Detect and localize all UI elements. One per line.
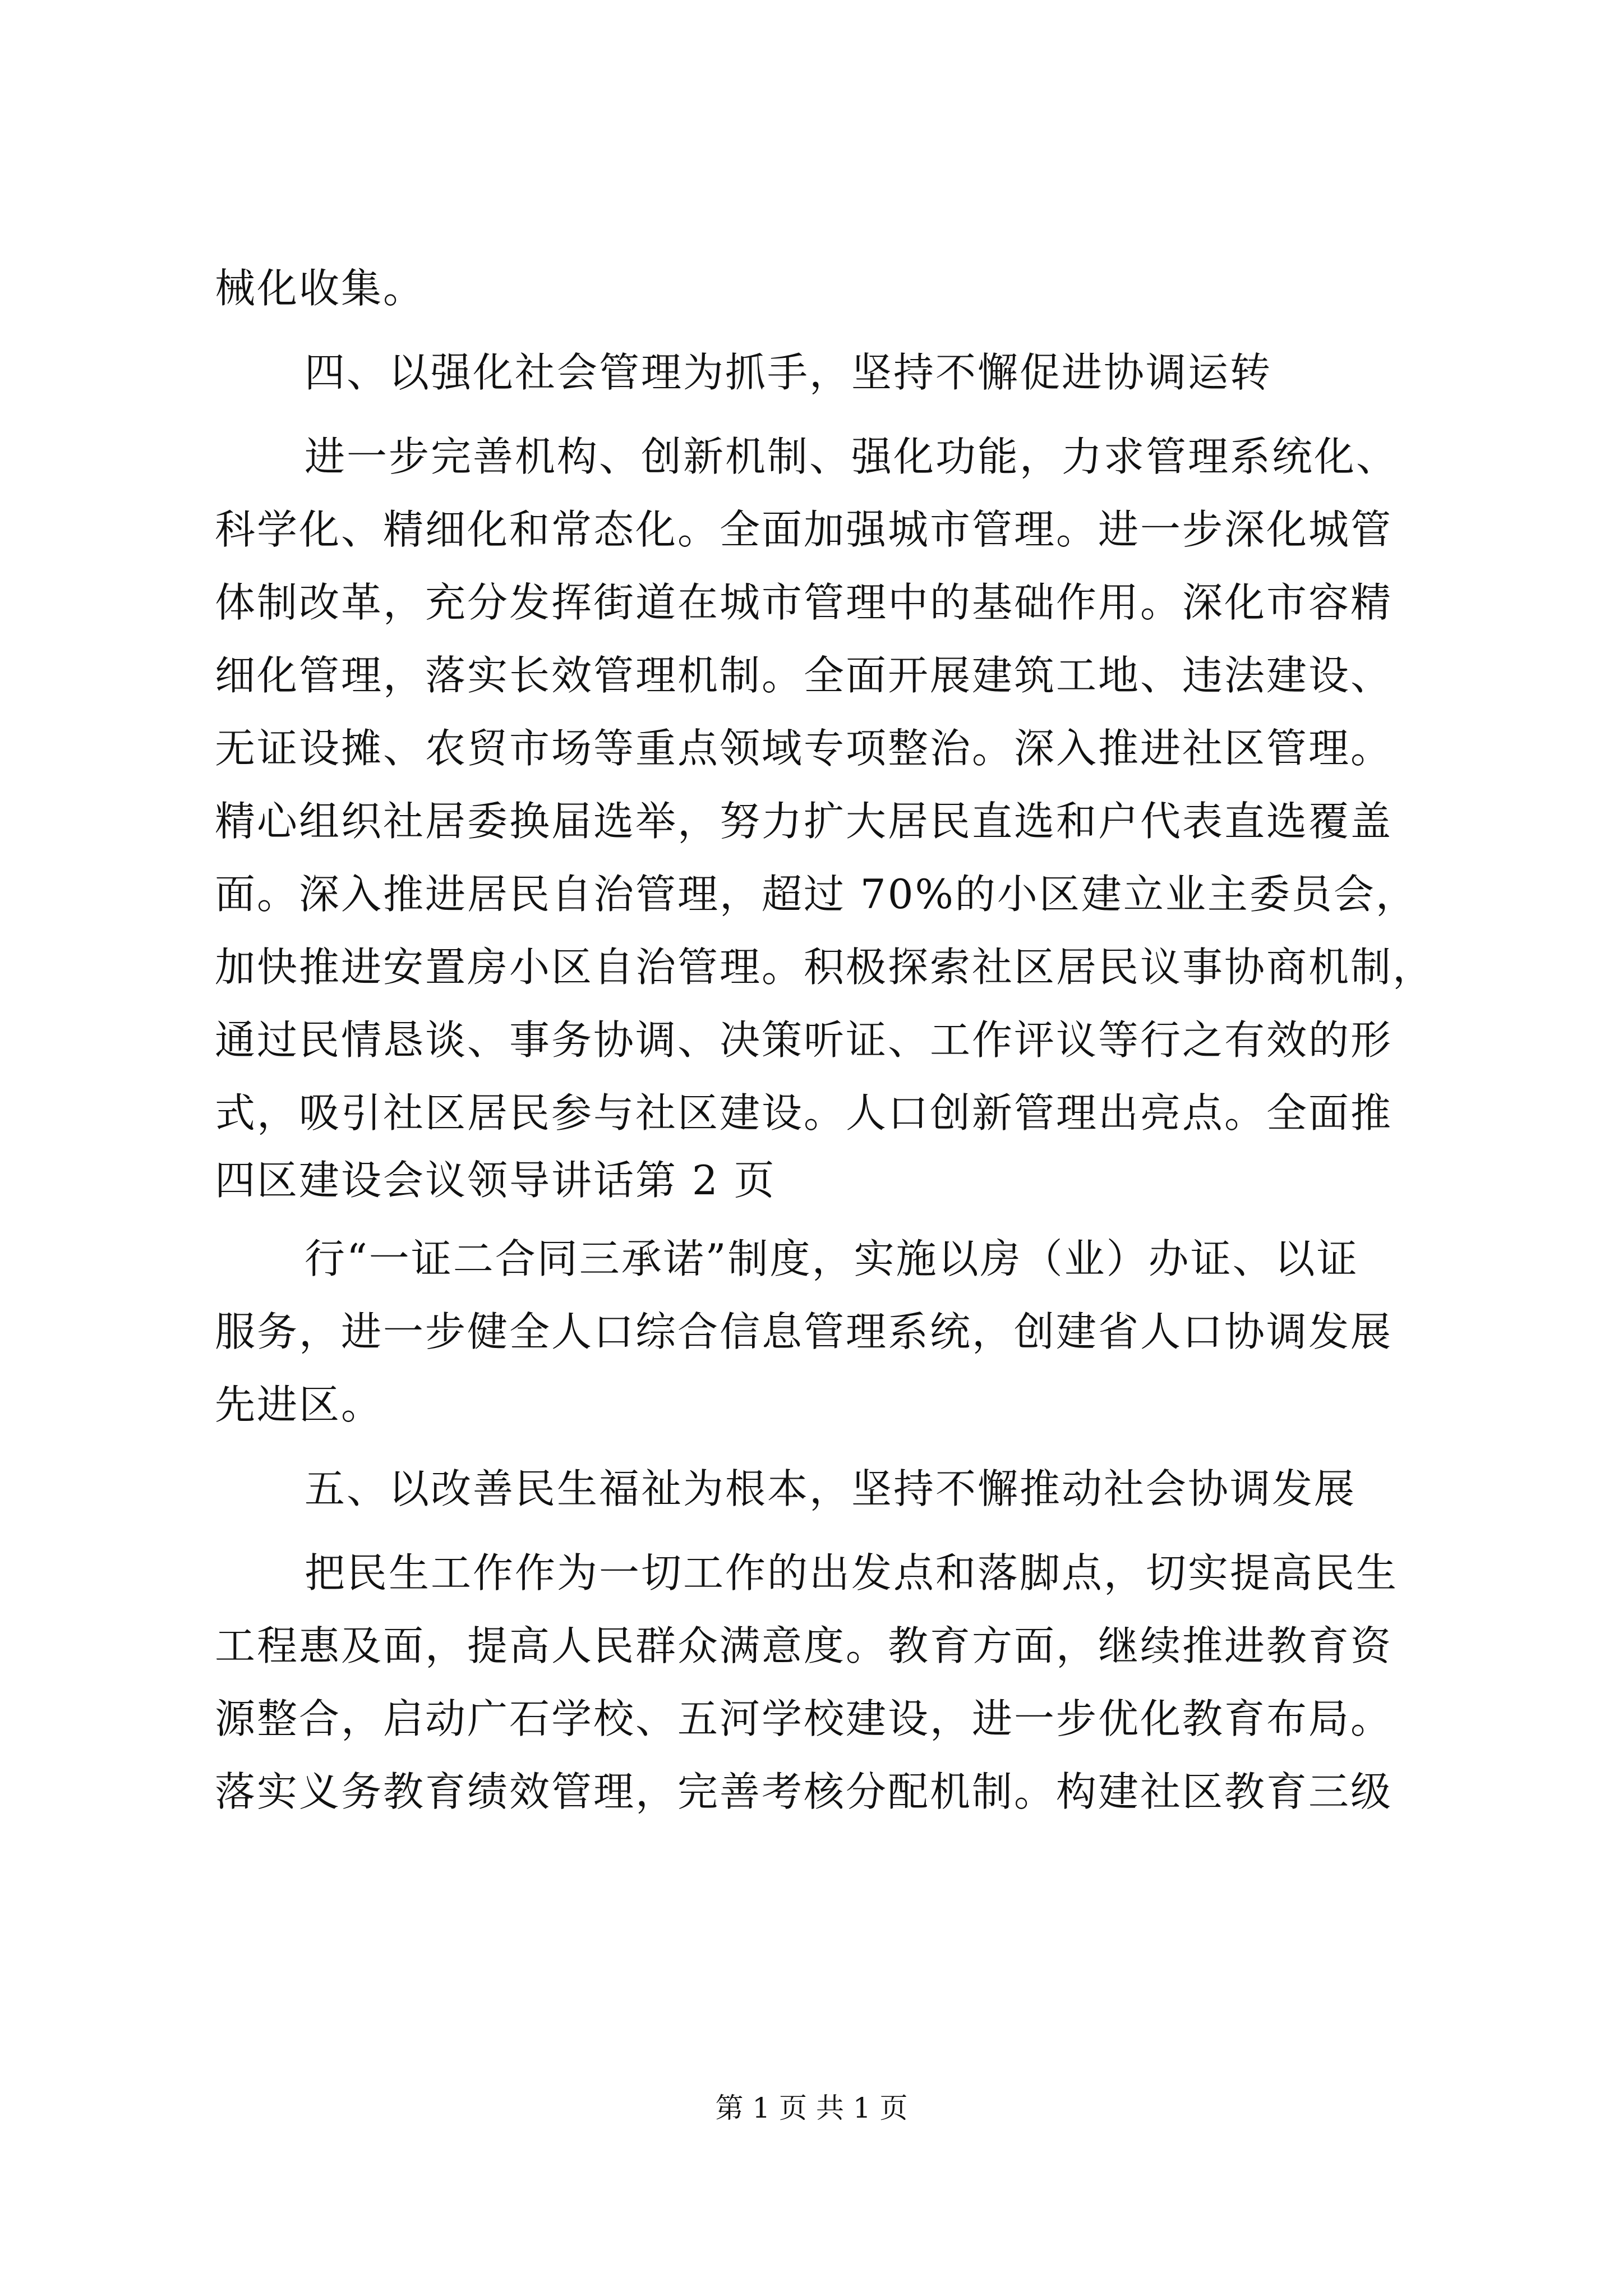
page-footer: 第 1 页 共 1 页 [715,2092,908,2124]
text-line-19: 工程惠及面，提高人民群众满意度。教育方面，继续推进教育资 [215,1622,1393,1669]
text-line-6: 细化管理，落实长效管理机制。全面开展建筑工地、违法建设、 [215,652,1393,699]
text-line-16: 先进区。 [215,1381,384,1428]
text-line-12: 式，吸引社区居民参与社区建设。人口创新管理出亮点。全面推 [215,1089,1393,1137]
text-line-15: 服务，进一步健全人口综合信息管理系统，创建省人口协调发展 [215,1308,1393,1355]
text-line-14: 行“一证二合同三承诺”制度，实施以房（业）办证、以证 [305,1235,1359,1282]
section-heading-4: 四、以强化社会管理为抓手，坚持不懈促进协调运转 [305,349,1272,396]
text-line-21: 落实义务教育绩效管理，完善考核分配机制。构建社区教育三级 [215,1768,1393,1815]
text-line-3: 进一步完善机构、创新机制、强化功能，力求管理系统化、 [305,433,1399,480]
text-line-20: 源整合，启动广石学校、五河学校建设，进一步优化教育布局。 [215,1695,1393,1742]
text-line-8: 精心组织社居委换届选举，努力扩大居民直选和户代表直选覆盖 [215,798,1393,845]
text-line-5: 体制改革，充分发挥街道在城市管理中的基础作用。深化市容精 [215,579,1393,626]
text-line-4: 科学化、精细化和常态化。全面加强城市管理。进一步深化城管 [215,506,1393,553]
page-break-label: 四区建设会议领导讲话第 2 页 [215,1157,776,1204]
text-line-11: 通过民情恳谈、事务协调、决策听证、工作评议等行之有效的形 [215,1016,1393,1064]
text-line-10: 加快推进安置房小区自治管理。积极探索社区居民议事协商机制， [215,944,1435,991]
section-heading-5: 五、以改善民生福祉为根本，坚持不懈推动社会协调发展 [305,1465,1357,1512]
text-line-1: 械化收集。 [215,265,426,312]
text-line-7: 无证设摊、农贸市场等重点领域专项整治。深入推进社区管理。 [215,725,1393,772]
text-line-18: 把民生工作作为一切工作的出发点和落脚点，切实提高民生 [305,1549,1399,1596]
text-line-9: 面。深入推进居民自治管理，超过 70%的小区建立业主委员会， [215,871,1418,918]
